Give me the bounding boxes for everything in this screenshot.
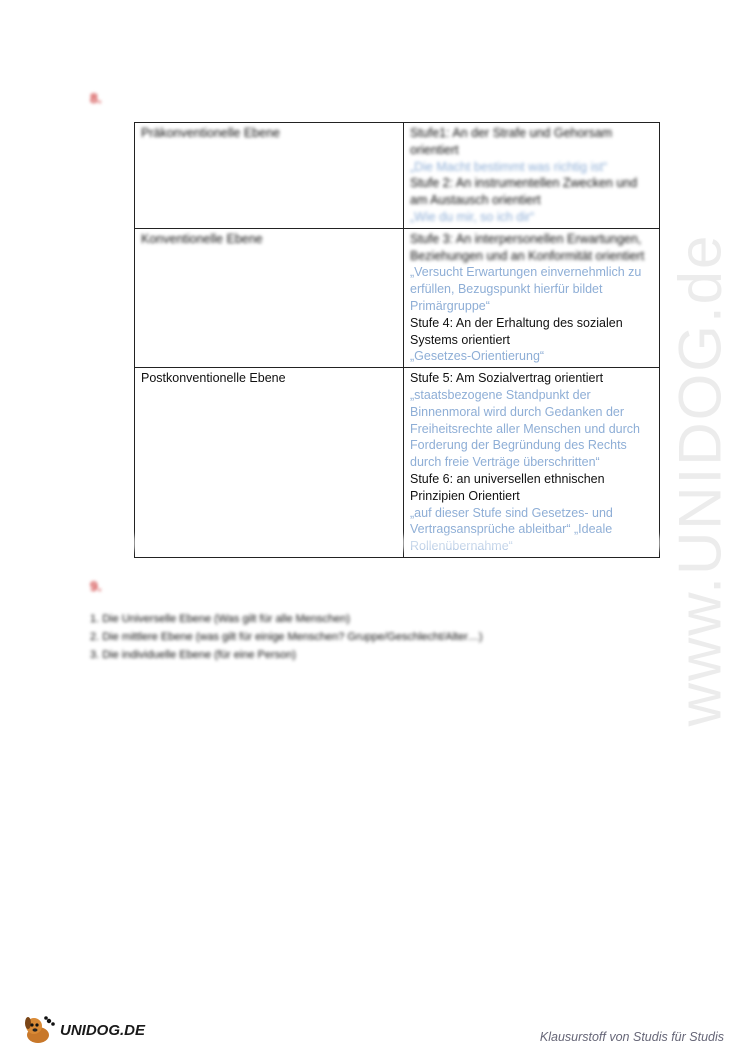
blur-overlay: [130, 536, 664, 550]
stage-text: Stufe 6: an universellen ethnischen Prinzipien Orientiert: [410, 471, 605, 503]
stage-quote: „Die Macht bestimmt was richtig ist“: [410, 159, 608, 174]
level-cell: Präkonventionelle Ebene: [135, 123, 404, 229]
stage-quote: „Wie du mir, so ich dir“: [410, 209, 535, 224]
section-9-list: [90, 610, 483, 664]
stage-cell: [404, 368, 660, 558]
stage-text: Stufe 4: An der Erhaltung des sozialen Systems orientiert: [410, 315, 623, 347]
list-item: 3. Die individuelle Ebene (für eine Person): [90, 649, 297, 661]
stage-text: Stufe 2: An instrumentellen Zwecken und am Austausch orientiert: [410, 176, 638, 208]
table-row: [135, 368, 660, 558]
footer-tagline: Klausurstoff von Studis für Studis: [539, 1030, 724, 1044]
morality-levels-table: [134, 122, 660, 558]
table-row: [135, 228, 660, 367]
section-9-number: 9.: [90, 578, 102, 594]
stage-quote: „staatsbezogene Standpunkt der Binnenmoral wird durch Gedanken der Freiheitsrechte aller Menschen und durch Forderung der Begründung des Rechts durch freie Verträge überschritten“: [410, 387, 640, 470]
stage-quote: „Gesetzes-Orientierung“: [410, 349, 545, 364]
stage-text: Stufe1: An der Strafe und Gehorsam orientiert: [410, 126, 613, 157]
dog-icon: [22, 1013, 56, 1047]
unidog-logo: [22, 1013, 145, 1047]
table-row: [135, 123, 660, 229]
list-item: 1. Die Universelle Ebene (Was gilt für alle Menschen): [90, 613, 351, 625]
stage-quote: „Versucht Erwartungen einvernehmlich zu erfüllen, Bezugspunkt hierfür bildet Primärgruppe“: [410, 265, 642, 313]
list-item: 2. Die mittlere Ebene (was gilt für einige Menschen? Gruppe/Geschlecht/Alter…): [90, 631, 483, 643]
level-cell: Konventionelle Ebene: [135, 228, 404, 367]
stage-text: Stufe 5: Am Sozialvertrag orientiert: [410, 371, 604, 386]
logo-text: UNIDOG.DE: [60, 1021, 146, 1039]
level-cell: Postkonventionelle Ebene: [135, 368, 404, 558]
section-8-number: 8.: [90, 90, 102, 106]
stage-text: Stufe 3: An interpersonellen Erwartungen, Beziehungen und an Konformität orientiert: [410, 231, 645, 263]
watermark: www.UNIDOG.de: [666, 233, 734, 727]
stage-cell: [404, 228, 660, 367]
stage-cell: [404, 123, 660, 229]
stage-quote: „auf dieser Stufe sind Gesetzes- und Vertragsansprüche ableitbar“ „Ideale: [410, 505, 613, 537]
